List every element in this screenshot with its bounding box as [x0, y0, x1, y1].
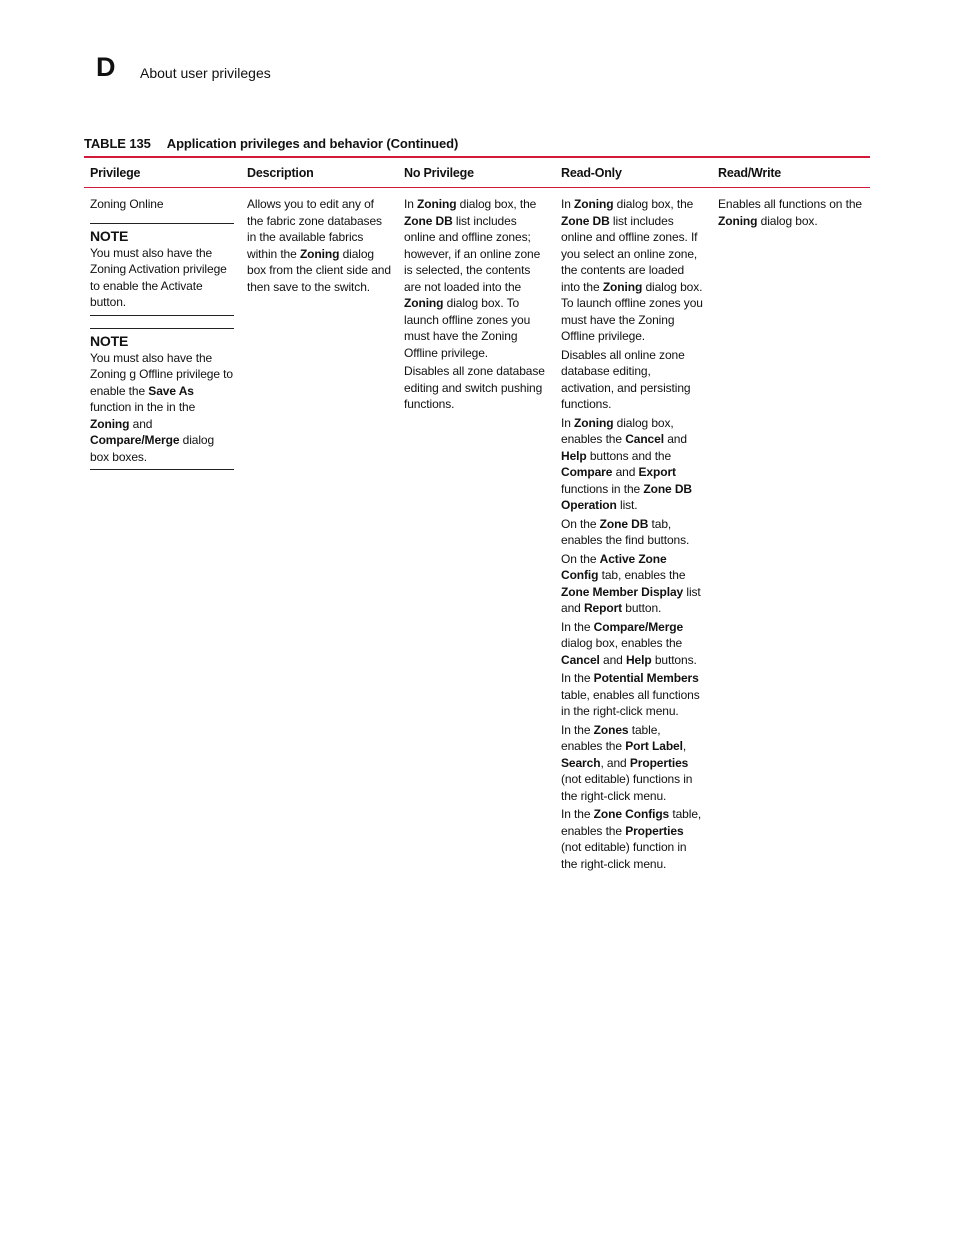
header-no-privilege: No Privilege — [404, 165, 474, 180]
read-only-para-9: In the Zone Configs table, enables the Properties (not editable) function in the right-click menu. — [561, 807, 702, 871]
read-write-text: Enables all functions on the Zoning dialog box. — [718, 197, 862, 228]
cell-read-write — [712, 188, 870, 874]
header-description: Description — [247, 165, 314, 180]
no-privilege-para-1: In Zoning dialog box, the Zone DB list includes online and offline zones; however, if an online zone is selected, the contents are not loaded into the Zoning dialog box. To launch offline zones you must have the Zoning Offline privilege. — [404, 197, 541, 360]
read-only-para-5: On the Active Zone Config tab, enables the Zone Member Display list and Report button. — [561, 551, 701, 615]
cell-no-privilege — [398, 188, 555, 874]
note-label: NOTE — [90, 227, 129, 244]
note-text: You must also have the Zoning Activation privilege to enable the Activate button. — [90, 245, 227, 309]
read-only-para-2: Disables all online zone database editing, activation, and persisting functions. — [561, 347, 691, 411]
table-number: TABLE 135 — [84, 136, 151, 151]
header-read-only: Read-Only — [561, 165, 622, 180]
note-2 — [90, 328, 234, 471]
read-only-para-1: In Zoning dialog box, the Zone DB list includes online and offline zones. If you select an online zone, the contents are loaded into the Zoning dialog box. To launch offline zones you must have the Zoning Offline privilege. — [561, 197, 703, 343]
cell-privilege — [84, 188, 241, 874]
read-only-para-6: In the Compare/Merge dialog box, enables the Cancel and Help buttons. — [561, 619, 697, 667]
appendix-letter: D — [96, 52, 116, 82]
header-read-write: Read/Write — [718, 165, 782, 180]
read-only-para-3: In Zoning dialog box, enables the Cancel and Help buttons and the Compare and Export functions in the Zone DB Operation list. — [561, 415, 692, 512]
cell-read-only — [555, 188, 712, 874]
note-1 — [90, 223, 234, 316]
table-caption — [84, 136, 458, 151]
description-text: Allows you to edit any of the fabric zone databases in the available fabrics within the Zoning dialog box from the client side and then save to the switch. — [247, 197, 391, 294]
section-title: About user privileges — [140, 65, 271, 81]
table-row — [84, 188, 870, 874]
privilege-name: Zoning Online — [90, 197, 164, 211]
read-only-para-4: On the Zone DB tab, enables the find buttons. — [561, 516, 690, 547]
note-text: You must also have the Zoning g Offline privilege to enable the Save As function in the in the Zoning and Compare/Merge dialog box boxes. — [90, 350, 233, 464]
privileges-table — [84, 156, 870, 874]
table-title: Application privileges and behavior (Continued) — [166, 136, 459, 151]
cell-description — [241, 188, 398, 874]
no-privilege-para-2: Disables all zone database editing and switch pushing functions. — [404, 364, 545, 411]
table-header-row — [84, 158, 870, 188]
read-only-para-8: In the Zones table, enables the Port Label, Search, and Properties (not editable) functions in the right-click menu. — [561, 722, 693, 803]
header-privilege: Privilege — [90, 165, 141, 180]
note-label: NOTE — [90, 332, 129, 349]
read-only-para-7: In the Potential Members table, enables all functions in the right-click menu. — [561, 671, 700, 718]
